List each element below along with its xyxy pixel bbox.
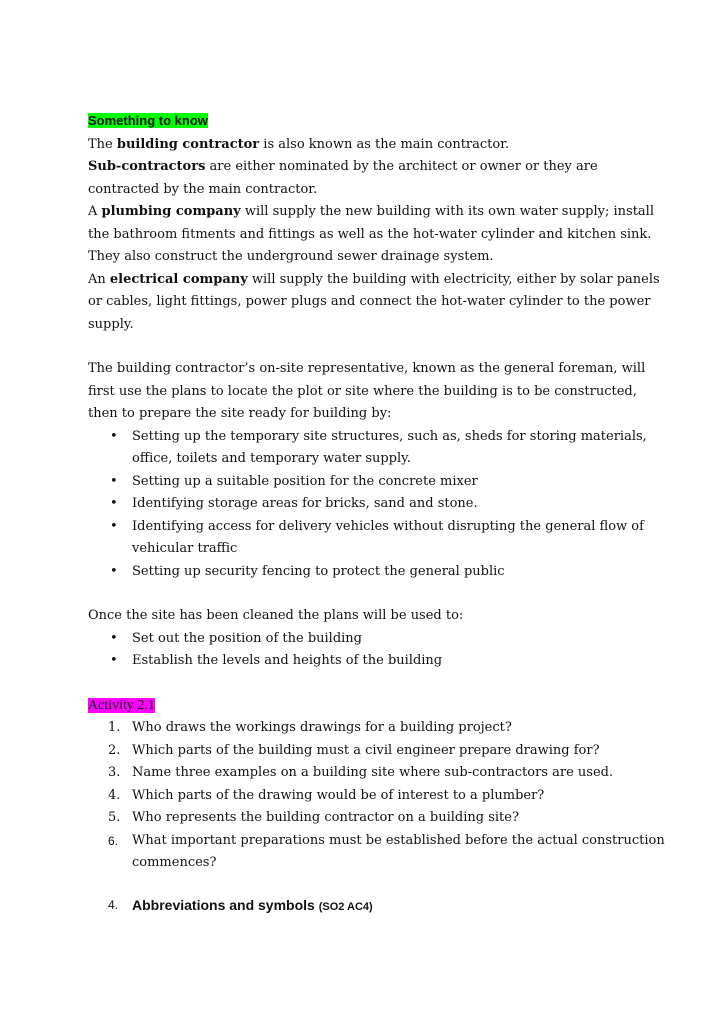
text-run: The (88, 136, 117, 152)
section-title-wrap (132, 897, 373, 913)
list-item (88, 426, 668, 471)
spacer (88, 583, 668, 605)
bold-term: plumbing company (101, 204, 241, 219)
section-title: Abbreviations and symbols (132, 897, 315, 913)
question-number: 6. (108, 833, 119, 848)
paragraph-general-foreman: The building contractor’s on-site representative, known as the general foreman, will first use the plans to locate the plot or site where the building is to be constructed, then to prepare the site ready for building by: (88, 361, 646, 421)
bullet-icon: • (110, 653, 118, 668)
paragraph-building-contractor (88, 134, 668, 157)
question-number: 1. (108, 720, 121, 735)
paragraph-electrical-company (88, 269, 668, 337)
bullet-icon: • (110, 428, 118, 444)
list-item (88, 561, 668, 584)
list-item (88, 650, 668, 673)
bullet-icon: • (110, 496, 118, 511)
bold-term: electrical company (109, 271, 248, 287)
question-number: 5. (108, 810, 121, 825)
spacer (88, 336, 668, 358)
green-highlight-label: Something to know (88, 113, 208, 128)
bold-term: building contractor (116, 136, 260, 152)
question-item (88, 740, 668, 763)
list-item-text: Setting up the temporary site structures, such as, sheds for storing materials, office, toilets and temporary water supply. (132, 428, 647, 466)
section-code: (SO2 AC4) (318, 901, 373, 913)
text-run: An (88, 271, 110, 287)
text-run: will supply the building with electricity, either by solar panels or cables, light fittings, power plugs and connect the hot-water cylinder to the power supply. (88, 271, 660, 332)
question-text: Who represents the building contractor on a building site? (132, 810, 519, 825)
magenta-highlight-label: Activity 2.1 (88, 697, 155, 713)
spacer (88, 673, 668, 695)
list-item-text: Set out the position of the building (132, 630, 363, 646)
question-text: Which parts of the drawing would be of interest to a plumber? (132, 787, 545, 803)
bold-term: Sub-contractors (88, 159, 206, 174)
question-item (88, 717, 668, 740)
text-run: is also known as the main contractor. (259, 136, 510, 152)
question-item (88, 785, 668, 808)
plans-use-list (88, 628, 668, 673)
question-number: 3. (108, 765, 121, 780)
text-run: will supply the new building with its own water supply; install the bathroom fitments and fittings as well as the hot-water cylinder and kitchen sink. They also construct the underground sewer drainage system. (88, 204, 654, 264)
question-item (88, 807, 668, 830)
list-item (88, 516, 668, 561)
activity-heading (88, 695, 668, 718)
question-text: Name three examples on a building site where sub-contractors are used. (132, 765, 614, 780)
question-item (88, 762, 668, 785)
heading-something-to-know (88, 110, 668, 134)
question-text: Which parts of the building must a civil engineer prepare drawing for? (132, 742, 600, 758)
list-item (88, 471, 668, 494)
site-preparation-list (88, 426, 668, 584)
question-number: 4. (108, 787, 121, 803)
activity-questions (88, 717, 668, 875)
question-text: Who draws the workings drawings for a building project? (132, 720, 512, 735)
list-item (88, 493, 668, 516)
question-item (88, 830, 668, 875)
list-item-text: Setting up a suitable position for the concrete mixer (132, 473, 478, 489)
bullet-icon: • (110, 630, 118, 646)
bullet-icon: • (110, 473, 118, 489)
paragraph-plans-used: Once the site has been cleaned the plans will be used to: (88, 608, 464, 623)
list-item-text: Identifying access for delivery vehicles without disrupting the general flow of vehicular traffic (132, 518, 644, 556)
section-number: 4. (108, 898, 119, 912)
bullet-icon: • (110, 518, 118, 534)
text-run: are either nominated by the architect or owner or they are contracted by the main contractor. (88, 159, 598, 197)
list-item-text: Setting up security fencing to protect the general public (132, 563, 505, 579)
question-text: What important preparations must be established before the actual construction commences? (132, 832, 665, 870)
document-body (88, 110, 668, 875)
question-number: 2. (108, 742, 121, 758)
list-item-text: Establish the levels and heights of the building (132, 653, 443, 668)
list-item (88, 628, 668, 651)
paragraph-plumbing-company (88, 201, 668, 269)
list-item-text: Identifying storage areas for bricks, sand and stone. (132, 496, 478, 511)
paragraph-sub-contractors (88, 156, 668, 201)
bullet-icon: • (110, 563, 118, 579)
text-run: A (88, 204, 102, 219)
